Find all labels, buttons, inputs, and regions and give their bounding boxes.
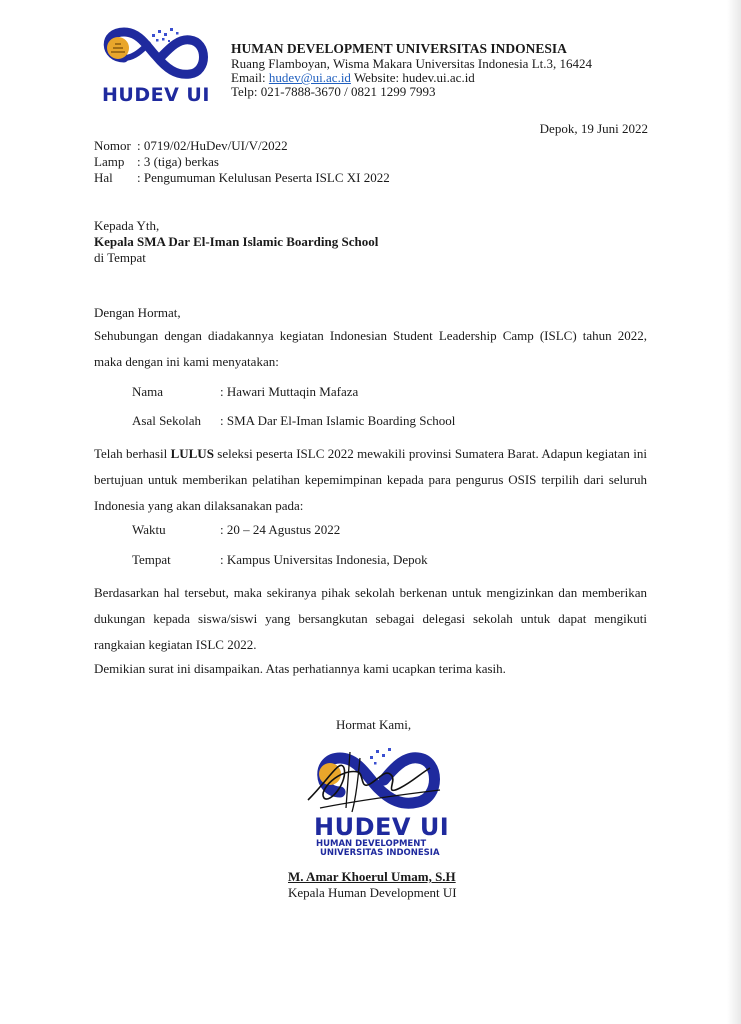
participant-label: Asal Sekolah (132, 413, 201, 428)
org-address: Ruang Flamboyan, Wisma Makara Universitas Indonesia Lt.3, 16424 (231, 56, 593, 71)
meta-row (94, 154, 390, 170)
meta-row (94, 138, 390, 154)
participant-value: : SMA Dar El-Iman Islamic Boarding School (220, 413, 456, 428)
result-text: seleksi peserta ISLC 2022 mewakili provinsi Sumatera Barat. Adapun kegiatan ini bertujuan untuk memberikan pelatihan kepemimpinan kepada para pengurus OSIS terpilih dari seluruh Indonesia yang akan dilaksanakan pada: (94, 446, 647, 513)
recipient-name: Kepala SMA Dar El-Iman Islamic Boarding School (94, 234, 379, 249)
email-label: Email: (231, 70, 266, 85)
email-link[interactable]: hudev@ui.ac.id (268, 70, 351, 85)
page-edge-shadow (727, 0, 741, 1024)
intro-paragraph: Sehubungan dengan diadakannya kegiatan Indonesian Student Leadership Camp (ISLC) tahun 2022, maka dengan ini kami menyatakan: (94, 328, 647, 369)
meta-value: : Pengumuman Kelulusan Peserta ISLC XI 2022 (137, 170, 390, 185)
event-row (132, 522, 340, 538)
event-row (132, 552, 428, 568)
letter-date: Depok, 19 Juni 2022 (539, 121, 648, 136)
event-value: : Kampus Universitas Indonesia, Depok (220, 552, 428, 567)
signatory-name: M. Amar Khoerul Umam, S.H (288, 869, 456, 884)
signature-stamp (300, 738, 450, 868)
event-value: : 20 – 24 Agustus 2022 (220, 522, 341, 537)
meta-label: Nomor (94, 138, 131, 153)
signatory-title: Kepala Human Development UI (288, 885, 457, 900)
meta-label: Lamp (94, 154, 125, 169)
result-text: Telah berhasil (94, 446, 171, 461)
website-text: Website: hudev.ui.ac.id (353, 70, 475, 85)
closing-paragraph: Demikian surat ini disampaikan. Atas perhatiannya kami ucapkan terima kasih. (94, 661, 506, 676)
event-label: Tempat (132, 552, 171, 567)
participant-value: : Hawari Muttaqin Mafaza (220, 384, 359, 399)
recipient-place: di Tempat (94, 250, 146, 265)
hudev-logo (94, 24, 214, 106)
org-phone: Telp: 021-7888-3670 / 0821 1299 7993 (231, 84, 436, 99)
stamp-subtitle: HUMAN DEVELOPMENT (316, 839, 427, 849)
infinity-logo-icon (94, 24, 214, 86)
meta-value: : 3 (tiga) berkas (137, 154, 219, 169)
greeting: Dengan Hormat, (94, 305, 181, 320)
meta-value: : 0719/02/HuDev/UI/V/2022 (137, 138, 288, 153)
result-paragraph (94, 441, 647, 519)
logo-wordmark: HUDEV UI (102, 84, 210, 106)
participant-row (132, 384, 358, 400)
salutation: Hormat Kami, (336, 717, 412, 732)
stamp-wordmark: HUDEV UI (314, 813, 450, 841)
participant-label: Nama (132, 384, 164, 399)
participant-row (132, 413, 455, 429)
meta-label: Hal (94, 170, 113, 185)
request-paragraph: Berdasarkan hal tersebut, maka sekiranya pihak sekolah berkenan untuk mengizinkan dan memberikan dukungan kepada siswa/siswi yang bersangkutan sebagai delegasi sekolah untuk dapat mengikuti rangkaian kegiatan ISLC 2022. (94, 585, 647, 652)
event-label: Waktu (132, 522, 166, 537)
recipient-line: Kepada Yth, (94, 218, 160, 233)
org-name: HUMAN DEVELOPMENT UNIVERSITAS INDONESIA (231, 41, 567, 56)
result-status: LULUS (170, 446, 214, 461)
recipient-block (94, 218, 378, 266)
stamp-subtitle: UNIVERSITAS INDONESIA (320, 848, 440, 858)
meta-row (94, 170, 390, 186)
letter-meta (94, 138, 390, 186)
